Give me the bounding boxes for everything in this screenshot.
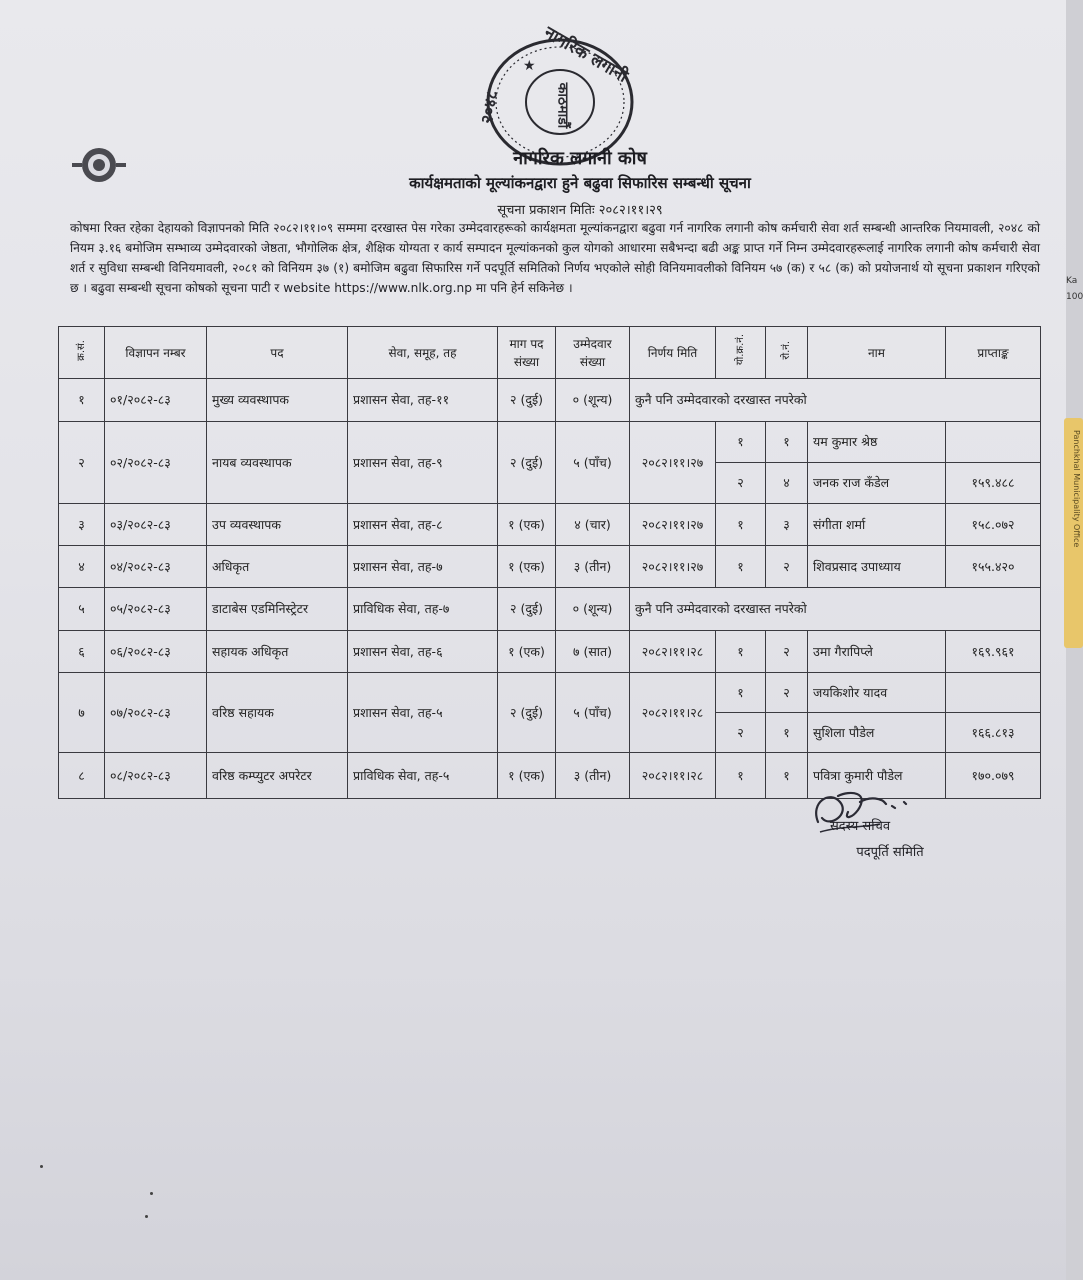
- cell-name: संगीता शर्मा: [808, 504, 946, 546]
- header-service: सेवा, समूह, तह: [348, 327, 498, 379]
- cell-serial: १: [59, 379, 105, 422]
- table-row: [59, 673, 1041, 713]
- publication-date: सूचना प्रकाशन मितिः २०८२।११।२९: [497, 203, 663, 218]
- cell-post: मुख्य व्यवस्थापक: [207, 379, 348, 422]
- cell-score: १७०.०७९: [946, 753, 1041, 799]
- cell-merit: २: [716, 713, 766, 753]
- cell-service: प्राविधिक सेवा, तह-७: [348, 588, 498, 631]
- cell-serial: ३: [59, 504, 105, 546]
- cell-serial: ६: [59, 631, 105, 673]
- cell-service: प्रशासन सेवा, तह-११: [348, 379, 498, 422]
- cell-merit: १: [716, 422, 766, 463]
- cell-no-applicant-note: कुनै पनि उम्मेदवारको दरखास्त नपरेको: [630, 379, 1041, 422]
- cell-merit: २: [716, 463, 766, 504]
- cell-roll: १: [766, 422, 808, 463]
- cell-advertisement: ०६/२०८२-८३: [105, 631, 207, 673]
- cell-demand: १ (एक): [498, 546, 556, 588]
- table-row: [59, 588, 1041, 631]
- cell-applicants: ४ (चार): [556, 504, 630, 546]
- header-merit-number: यो.क्र.नं.: [716, 327, 766, 379]
- cell-demand: १ (एक): [498, 504, 556, 546]
- cell-applicants: ७ (सात): [556, 631, 630, 673]
- cell-applicants: ५ (पाँच): [556, 673, 630, 753]
- cell-demand: १ (एक): [498, 631, 556, 673]
- cell-roll: ३: [766, 504, 808, 546]
- table-row: [59, 631, 1041, 673]
- cell-applicants: ५ (पाँच): [556, 422, 630, 504]
- table-row: [59, 422, 1041, 463]
- cell-advertisement: ०१/२०८२-८३: [105, 379, 207, 422]
- cell-score: [946, 422, 1041, 463]
- cell-name: जनक राज कँडेल: [808, 463, 946, 504]
- header-post: पद: [207, 327, 348, 379]
- cell-merit: १: [716, 504, 766, 546]
- adjacent-page-number: 100: [1066, 292, 1083, 302]
- adjacent-page-text: Ka: [1066, 276, 1078, 286]
- header-advertisement: विज्ञापन नम्बर: [105, 327, 207, 379]
- cell-decision-date: २०८२।११।२८: [630, 631, 716, 673]
- cell-service: प्राविधिक सेवा, तह-५: [348, 753, 498, 799]
- cell-service: प्रशासन सेवा, तह-९: [348, 422, 498, 504]
- cell-score: १५९.४८८: [946, 463, 1041, 504]
- cell-roll: १: [766, 753, 808, 799]
- cell-advertisement: ०७/२०८२-८३: [105, 673, 207, 753]
- cell-demand: १ (एक): [498, 753, 556, 799]
- cell-roll: २: [766, 546, 808, 588]
- cell-applicants: ३ (तीन): [556, 753, 630, 799]
- cell-advertisement: ०३/२०८२-८३: [105, 504, 207, 546]
- seal-center-text: काठमाडौं: [554, 82, 571, 129]
- cell-serial: २: [59, 422, 105, 504]
- cell-decision-date: २०८२।११।२८: [630, 673, 716, 753]
- cell-decision-date: २०८२।११।२७: [630, 422, 716, 504]
- cell-demand: २ (दुई): [498, 379, 556, 422]
- cell-post: उप व्यवस्थापक: [207, 504, 348, 546]
- cell-score: १५५.४२०: [946, 546, 1041, 588]
- cell-merit: १: [716, 673, 766, 713]
- table-row: [59, 379, 1041, 422]
- paper-speck: [145, 1215, 148, 1218]
- cell-demand: २ (दुई): [498, 673, 556, 753]
- cell-applicants: ३ (तीन): [556, 546, 630, 588]
- cell-name: शिवप्रसाद उपाध्याय: [808, 546, 946, 588]
- notice-title: कार्यक्षमताको मूल्यांकनद्वारा हुने बढुवा सिफारिस सम्बन्धी सूचना: [409, 174, 751, 192]
- cell-post: डाटाबेस एडमिनिस्ट्रेटर: [207, 588, 348, 631]
- cell-service: प्रशासन सेवा, तह-६: [348, 631, 498, 673]
- cell-decision-date: २०८२।११।२८: [630, 753, 716, 799]
- cell-roll: २: [766, 631, 808, 673]
- cell-service: प्रशासन सेवा, तह-७: [348, 546, 498, 588]
- cell-name: उमा गैरापिप्ले: [808, 631, 946, 673]
- cell-post: वरिष्ठ सहायक: [207, 673, 348, 753]
- header-decision-date: निर्णय मिति: [630, 327, 716, 379]
- cell-score: १६९.९६१: [946, 631, 1041, 673]
- cell-advertisement: ०५/२०८२-८३: [105, 588, 207, 631]
- promotion-table: [58, 326, 1041, 799]
- cell-no-applicant-note: कुनै पनि उम्मेदवारको दरखास्त नपरेको: [630, 588, 1041, 631]
- header-serial: क्र.सं.: [59, 327, 105, 379]
- cell-demand: २ (दुई): [498, 422, 556, 504]
- cell-decision-date: २०८२।११।२७: [630, 504, 716, 546]
- cell-roll: २: [766, 673, 808, 713]
- header-score: प्राप्ताङ्क: [946, 327, 1041, 379]
- cell-merit: १: [716, 631, 766, 673]
- table-header-row: [59, 327, 1041, 379]
- cell-advertisement: ०४/२०८२-८३: [105, 546, 207, 588]
- cell-post: अधिकृत: [207, 546, 348, 588]
- header-applicants: उम्मेदवार संख्या: [556, 327, 630, 379]
- cell-roll: ४: [766, 463, 808, 504]
- cell-name: सुशिला पौडेल: [808, 713, 946, 753]
- cell-score: [946, 673, 1041, 713]
- cell-applicants: ० (शून्य): [556, 379, 630, 422]
- cell-merit: १: [716, 753, 766, 799]
- seal-number-text: २०४८: [476, 89, 502, 126]
- notice-intro-paragraph: कोषमा रिक्त रहेका देहायको विज्ञापनको मिति २०८२।११।०९ सम्ममा दरखास्त पेस गरेका उम्मेदवारहरूको कार्यक्षमता मूल्यांकनद्वारा बढुवा गर्न नागरिक लगानी कोष कर्मचारी सेवा शर्त सम्बन्धी आन्तरिक नियमावली, २०४८ को नियम ३.१६ बमोजिम सम्भाव्य उम्मेदवारको जेष्ठता, भौगोलिक क्षेत्र, शैक्षिक योग्यता र कार्य सम्पादन मूल्यांकनको कुल योगको आधारमा सबैभन्दा बढी अङ्क प्राप्त गर्ने निम्न उम्मेदवारहरूलाई नागरिक लगानी कोष कर्मचारी सेवा शर्त र सुविधा सम्बन्धी विनियमावली, २०८१ को विनियम ३७ (१) बमोजिम बढुवा सिफारिस गर्ने पदपूर्ति समितिको निर्णय भएकोले सोही विनियमावलीको विनियम ५७ (क) र ५८ (क) को प्रयोजनार्थ यो सूचना प्रकाशन गरिएको छ । बढुवा सम्बन्धी सूचना कोषको सूचना पाटी र website https://www.nlk.org.np मा पनि हेर्न सकिनेछ ।: [70, 221, 1040, 295]
- cell-advertisement: ०२/२०८२-८३: [105, 422, 207, 504]
- cell-score: १६६.८१३: [946, 713, 1041, 753]
- cell-name: पवित्रा कुमारी पौडेल: [808, 753, 946, 799]
- signatory-title: सदस्य सचिव: [830, 819, 891, 834]
- cell-post: नायब व्यवस्थापक: [207, 422, 348, 504]
- cell-roll: १: [766, 713, 808, 753]
- cell-advertisement: ०८/२०८२-८३: [105, 753, 207, 799]
- cell-post: वरिष्ठ कम्प्युटर अपरेटर: [207, 753, 348, 799]
- cell-applicants: ० (शून्य): [556, 588, 630, 631]
- cell-service: प्रशासन सेवा, तह-५: [348, 673, 498, 753]
- cell-post: सहायक अधिकृत: [207, 631, 348, 673]
- cell-name: यम कुमार श्रेष्ठ: [808, 422, 946, 463]
- paper-speck: [150, 1192, 153, 1195]
- cell-name: जयकिशोर यादव: [808, 673, 946, 713]
- organization-logo-icon: [66, 145, 132, 185]
- seal-top-text: नागरिक लगानी: [540, 22, 632, 87]
- header-name: नाम: [808, 327, 946, 379]
- table-row: [59, 546, 1041, 588]
- table-row: [59, 504, 1041, 546]
- cell-merit: १: [716, 546, 766, 588]
- cell-score: १५८.०७२: [946, 504, 1041, 546]
- organization-name: नागरिक लगानी कोष: [513, 148, 647, 169]
- cell-decision-date: २०८२।११।२७: [630, 546, 716, 588]
- cell-serial: ७: [59, 673, 105, 753]
- header-roll-number: रो.नं.: [766, 327, 808, 379]
- header-demand: माग पद संख्या: [498, 327, 556, 379]
- cell-demand: २ (दुई): [498, 588, 556, 631]
- seal-star-icon: ★: [523, 58, 536, 74]
- adjacent-sticker-text: Panchkhal Municipality Office: [1072, 430, 1081, 548]
- signatory-committee: पदपूर्ति समिति: [856, 845, 924, 860]
- cell-serial: ८: [59, 753, 105, 799]
- cell-serial: ४: [59, 546, 105, 588]
- cell-service: प्रशासन सेवा, तह-८: [348, 504, 498, 546]
- paper-speck: [40, 1165, 43, 1168]
- cell-serial: ५: [59, 588, 105, 631]
